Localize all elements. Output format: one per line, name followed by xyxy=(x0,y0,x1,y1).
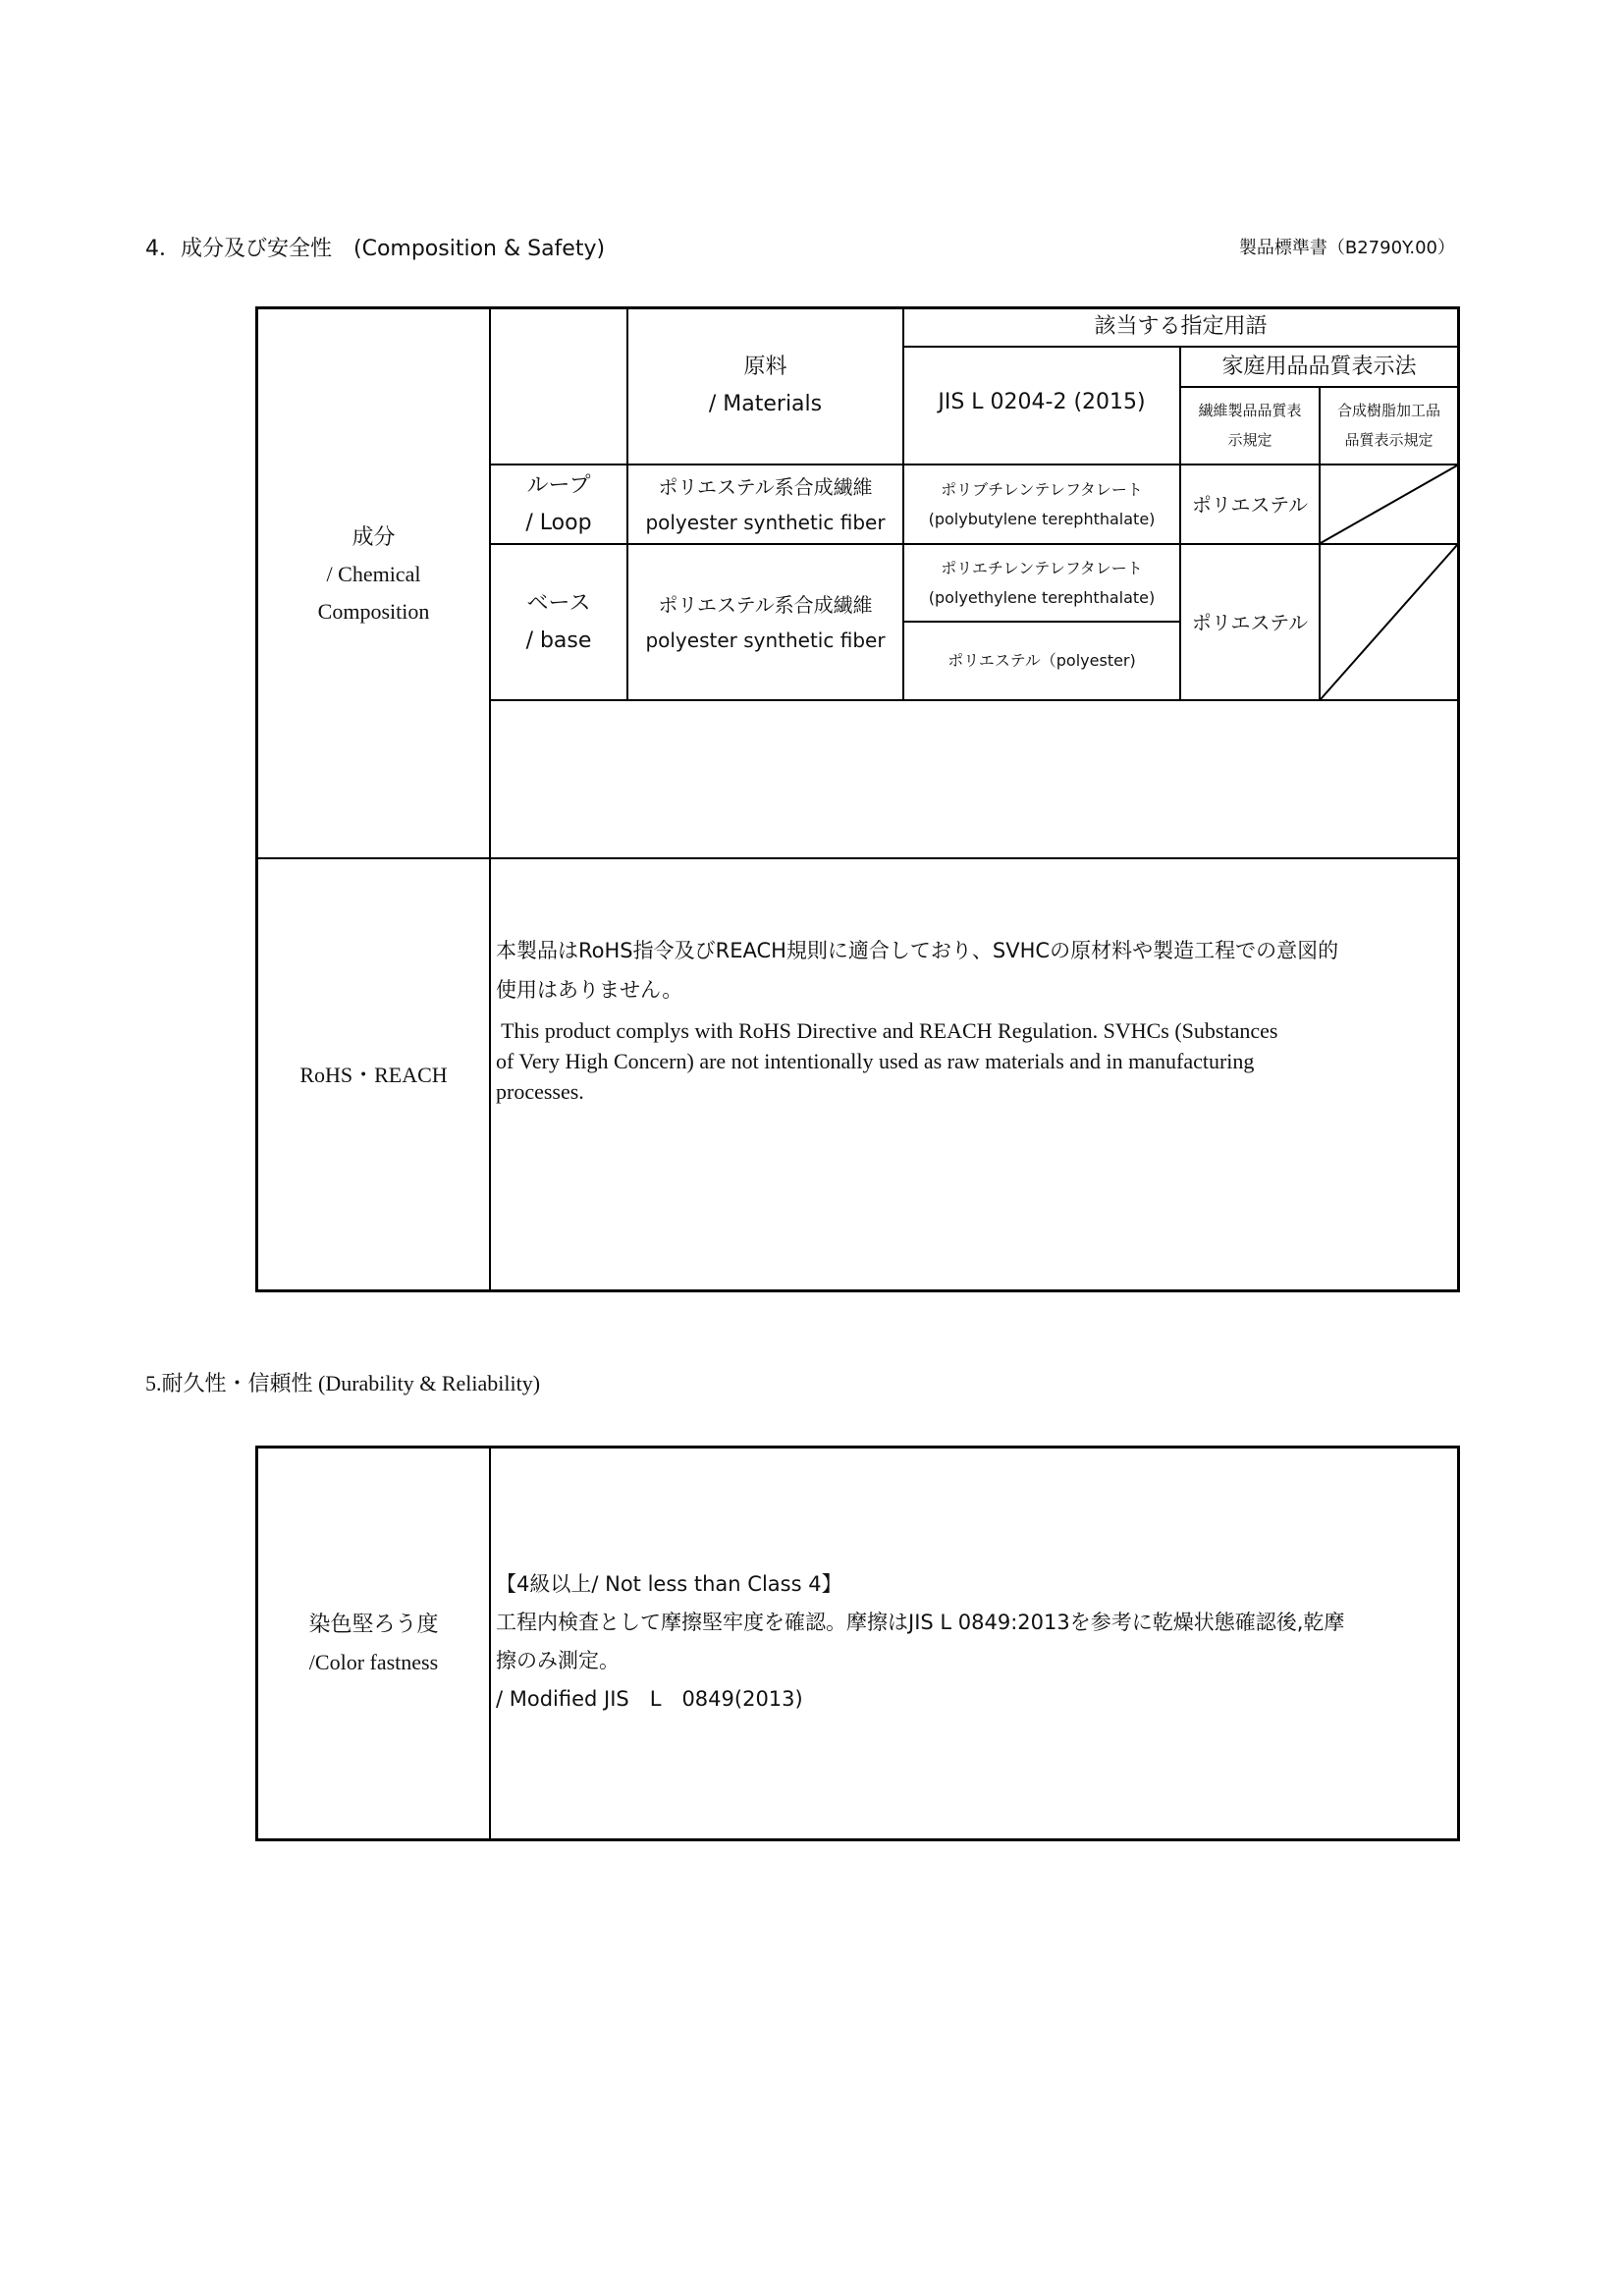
rohs-ja-line-1: 本製品はRoHS指令及びREACH規則に適合しており、SVHCの原材料や製造工程での意図的 xyxy=(496,939,1339,962)
rohs-label-cell xyxy=(258,860,489,1289)
row-label-en-1: / Chemical xyxy=(326,562,421,586)
not-applicable-slash xyxy=(1319,543,1459,701)
color-fastness-detail xyxy=(496,1565,1453,1719)
base-material-cell xyxy=(628,545,902,699)
document-reference: 製品標準書（B2790Y.00） xyxy=(1238,238,1455,258)
loop-part-ja: ループ xyxy=(526,472,591,498)
color-fastness-label-cell xyxy=(258,1449,489,1838)
base-jis-cell-2 xyxy=(904,623,1179,699)
resin-rule-line-2: 品質表示規定 xyxy=(1344,431,1434,449)
base-textile-cell xyxy=(1181,545,1319,699)
row-label-ja: 成分 xyxy=(352,524,396,549)
row-label-en-2: Composition xyxy=(317,599,430,624)
grade-line: 【4級以上/ Not less than Class 4】 xyxy=(496,1572,842,1596)
base-jis-cell-1 xyxy=(904,545,1179,621)
base-jis-ja-1: ポリエチレンテレフタレート xyxy=(941,558,1143,577)
household-law-label: 家庭用品品質表示法 xyxy=(1221,354,1417,379)
loop-jis-ja: ポリブチレンテレフタレート xyxy=(941,479,1143,499)
loop-part-en: / Loop xyxy=(525,510,592,535)
loop-jis-cell xyxy=(904,465,1179,543)
base-textile-term: ポリエステル xyxy=(1191,610,1309,634)
not-applicable-slash xyxy=(1319,464,1459,545)
base-jis-2: ポリエステル（polyester) xyxy=(947,651,1136,670)
resin-rule-line-1: 合成樹脂加工品 xyxy=(1336,402,1440,419)
color-fastness-label-en: /Color fastness xyxy=(308,1649,439,1674)
rohs-statement xyxy=(496,931,1453,1107)
materials-header xyxy=(628,342,902,430)
base-part-en: / base xyxy=(525,628,592,653)
materials-header-ja: 原料 xyxy=(743,355,787,379)
rohs-en-line-2: of Very High Concern) are not intentionally used as raw materials and in manufacturing xyxy=(496,1049,1255,1073)
rohs-en-line-1: This product complys with RoHS Directive and REACH Regulation. SVHCs (Substances xyxy=(496,1018,1278,1043)
loop-part-cell xyxy=(491,465,626,543)
base-part-ja: ベース xyxy=(526,590,591,616)
loop-textile-cell xyxy=(1181,465,1319,543)
textile-rule-header xyxy=(1181,395,1319,456)
section-5-title: 5.耐久性・信頼性 (Durability & Reliability) xyxy=(145,1371,541,1395)
loop-material-ja: ポリエステル系合成繊維 xyxy=(658,474,873,499)
loop-material-en: polyester synthetic fiber xyxy=(645,510,886,534)
rohs-en-line-3: processes. xyxy=(496,1079,584,1104)
materials-header-en: / Materials xyxy=(708,392,823,416)
base-jis-en-1: (polyethylene terephthalate) xyxy=(928,587,1156,607)
designated-terms-header xyxy=(904,308,1457,346)
designated-terms-label: 該当する指定用語 xyxy=(1094,314,1268,339)
description-line-1: 工程内検査として摩擦堅牢度を確認。摩擦はJIS L 0849:2013を参考に乾燥状態確認後,乾摩 xyxy=(496,1611,1345,1634)
section-4-title: 4．成分及び安全性 (Composition & Safety) xyxy=(145,237,606,261)
rohs-label: RoHS・REACH xyxy=(299,1062,448,1087)
resin-rule-header xyxy=(1321,395,1457,456)
loop-material-cell xyxy=(628,465,902,543)
base-part-cell xyxy=(491,545,626,699)
base-material-en: polyester synthetic fiber xyxy=(645,628,886,652)
color-fastness-label-ja: 染色堅ろう度 xyxy=(308,1612,439,1637)
standard-line: / Modified JIS L 0849(2013) xyxy=(496,1687,803,1711)
composition-row-label xyxy=(258,511,489,638)
textile-rule-line-1: 繊維製品品質表 xyxy=(1198,402,1302,419)
loop-textile-term: ポリエステル xyxy=(1191,492,1309,517)
description-line-2: 擦のみ測定。 xyxy=(496,1649,620,1672)
jis-header xyxy=(904,373,1179,432)
loop-jis-en: (polybutylene terephthalate) xyxy=(928,509,1156,528)
household-law-header xyxy=(1181,348,1457,386)
base-material-ja: ポリエステル系合成繊維 xyxy=(658,592,873,617)
jis-header-label: JIS L 0204-2 (2015) xyxy=(938,390,1146,414)
rohs-ja-line-2: 使用はありません。 xyxy=(496,978,683,1002)
textile-rule-line-2: 示規定 xyxy=(1227,431,1272,449)
